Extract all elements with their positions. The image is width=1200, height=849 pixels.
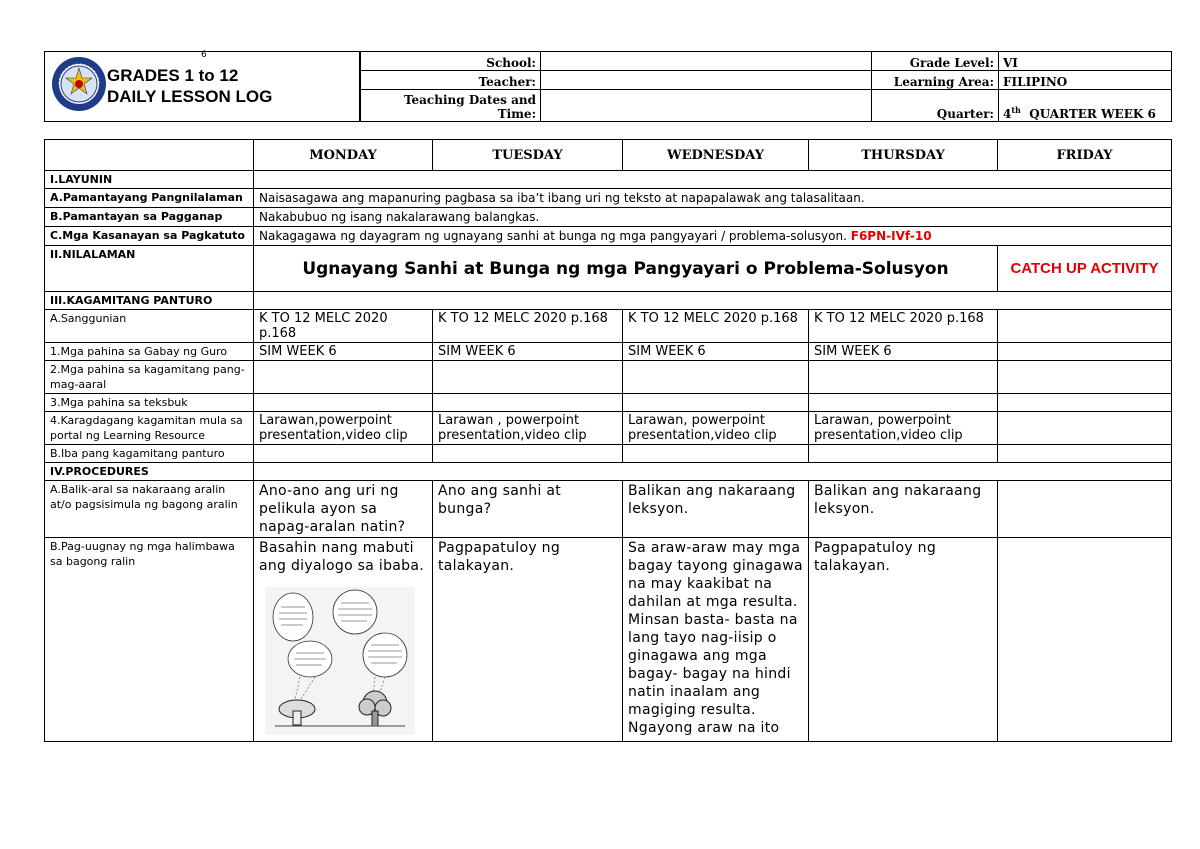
- teacher-value: [541, 71, 872, 90]
- pagganap-text: Nakabubuo ng isang nakalarawang balangkas.: [254, 208, 1172, 227]
- page-title: [107, 65, 272, 107]
- balik-wednesday: Balikan ang nakaraang leksyon.: [623, 481, 809, 538]
- day-tuesday: TUESDAY: [433, 140, 623, 171]
- teaching-dates-label-line1: Teaching Dates and: [403, 93, 536, 107]
- learning-area-value: FILIPINO: [999, 71, 1172, 90]
- gabay-tuesday: SIM WEEK 6: [433, 343, 623, 361]
- teksbuk-wednesday: [623, 394, 809, 412]
- iba-thursday: [809, 445, 998, 463]
- karagdagang-label: 4.Karagdagang kagamitan mula sa portal ng Learning Resource: [45, 412, 254, 445]
- iba-friday: [998, 445, 1172, 463]
- blank-corner: [45, 140, 254, 171]
- balik-thursday: Balikan ang nakaraang leksyon.: [809, 481, 998, 538]
- catch-up-activity: CATCH UP ACTIVITY: [998, 246, 1172, 292]
- layunin-label: I.LAYUNIN: [45, 171, 254, 189]
- pag-monday: Basahin nang mabuti ang diyalogo sa ibaba.: [259, 540, 424, 574]
- quarter-value: [999, 90, 1172, 122]
- kagamitang-wednesday: [623, 361, 809, 394]
- gabay-wednesday: SIM WEEK 6: [623, 343, 809, 361]
- kagamitan-blank: [254, 292, 1172, 310]
- teksbuk-row: [45, 394, 1172, 412]
- pag-monday-cell: [254, 538, 433, 742]
- day-wednesday: WEDNESDAY: [623, 140, 809, 171]
- gabay-row: [45, 343, 1172, 361]
- pag-row: [45, 538, 1172, 742]
- title-line-2: DAILY LESSON LOG: [107, 87, 273, 106]
- header-info-table: [360, 51, 1172, 122]
- karagdagang-thursday: Larawan, powerpoint presentation,video clip: [809, 412, 998, 445]
- teaching-dates-label-line2: Time:: [497, 107, 536, 121]
- teksbuk-tuesday: [433, 394, 623, 412]
- teksbuk-label: 3.Mga pahina sa teksbuk: [45, 394, 254, 412]
- iba-monday: [254, 445, 433, 463]
- pag-label: B.Pag-uugnay ng mga halimbawa sa bagong ralin: [45, 538, 254, 742]
- gabay-monday: SIM WEEK 6: [254, 343, 433, 361]
- day-thursday: THURSDAY: [809, 140, 998, 171]
- kasanayan-cell: [254, 227, 1172, 246]
- quarter-number: 4: [1003, 107, 1012, 121]
- grade-level-label: Grade Level:: [872, 52, 999, 71]
- kasanayan-text: Nakagagawa ng dayagram ng ugnayang sanhi at bunga ng mga pangyayari / problema-solusyon.: [259, 229, 847, 243]
- layunin-row: [45, 171, 1172, 189]
- karagdagang-friday: [998, 412, 1172, 445]
- karagdagang-wednesday: Larawan, powerpoint presentation,video clip: [623, 412, 809, 445]
- kasanayan-row: [45, 227, 1172, 246]
- nilalaman-row: [45, 246, 1172, 292]
- balik-tuesday: Ano ang sanhi at bunga?: [433, 481, 623, 538]
- teksbuk-friday: [998, 394, 1172, 412]
- iba-row: [45, 445, 1172, 463]
- kagamitang-thursday: [809, 361, 998, 394]
- balik-monday: Ano-ano ang uri ng pelikula ayon sa napag-aralan natin?: [254, 481, 433, 538]
- karagdagang-row: [45, 412, 1172, 445]
- sanggunian-monday: K TO 12 MELC 2020 p.168: [254, 310, 433, 343]
- learning-area-label: Learning Area:: [872, 71, 999, 90]
- teksbuk-thursday: [809, 394, 998, 412]
- day-monday: MONDAY: [254, 140, 433, 171]
- balik-row: [45, 481, 1172, 538]
- lesson-log-table: [44, 139, 1172, 742]
- teaching-dates-label: [361, 90, 541, 122]
- gabay-thursday: SIM WEEK 6: [809, 343, 998, 361]
- procedures-row: [45, 463, 1172, 481]
- karagdagang-tuesday: Larawan , powerpoint presentation,video clip: [433, 412, 623, 445]
- day-friday: FRIDAY: [998, 140, 1172, 171]
- superscript-mark: 6: [201, 50, 207, 60]
- school-value: [541, 52, 872, 71]
- iba-wednesday: [623, 445, 809, 463]
- iba-label: B.Iba pang kagamitang panturo: [45, 445, 254, 463]
- kagamitang-row: [45, 361, 1172, 394]
- kagamitang-label: 2.Mga pahina sa kagamitang pang-mag-aaral: [45, 361, 254, 394]
- pag-friday: [998, 538, 1172, 742]
- balik-label: A.Balik-aral sa nakaraang aralin at/o pagsisimula ng bagong aralin: [45, 481, 254, 538]
- kagamitang-friday: [998, 361, 1172, 394]
- quarter-text: QUARTER WEEK 6: [1029, 107, 1156, 121]
- teksbuk-monday: [254, 394, 433, 412]
- iba-tuesday: [433, 445, 623, 463]
- kagamitan-row: [45, 292, 1172, 310]
- teaching-dates-value: [541, 90, 872, 122]
- sanggunian-tuesday: K TO 12 MELC 2020 p.168: [433, 310, 623, 343]
- kagamitang-tuesday: [433, 361, 623, 394]
- sanggunian-wednesday: K TO 12 MELC 2020 p.168: [623, 310, 809, 343]
- karagdagang-monday: Larawan,powerpoint presentation,video clip: [254, 412, 433, 445]
- quarter-label: Quarter:: [872, 90, 999, 122]
- grade-level-value: VI: [999, 52, 1172, 71]
- nilalaman-topic: Ugnayang Sanhi at Bunga ng mga Pangyayari o Problema-Solusyon: [254, 246, 998, 292]
- pamantayang-text: Naisasagawa ang mapanuring pagbasa sa iba’t ibang uri ng teksto at napapalawak ang talasalitaan.: [254, 189, 1172, 208]
- header-logo-box: [44, 51, 360, 122]
- gabay-friday: [998, 343, 1172, 361]
- pagganap-row: [45, 208, 1172, 227]
- pag-wednesday: Sa araw-araw may mga bagay tayong ginagawa na may kaakibat na dahilan at mga resulta. Minsan basta- basta na lang tayo nag-iisip o ginagawa ang mga bagay- bagay na hindi natin inaalam ang magiging resulta. Ngayong araw na ito: [623, 538, 809, 742]
- sanggunian-friday: [998, 310, 1172, 343]
- title-line-1: GRADES 1 to 12: [107, 66, 239, 85]
- pag-tuesday: Pagpapatuloy ng talakayan.: [433, 538, 623, 742]
- kasanayan-label: C.Mga Kasanayan sa Pagkatuto: [45, 227, 254, 246]
- quarter-suffix: th: [1011, 105, 1021, 115]
- kagamitan-label: III.KAGAMITANG PANTURO: [45, 292, 254, 310]
- sanggunian-label: A.Sanggunian: [45, 310, 254, 343]
- day-header-row: [45, 140, 1172, 171]
- teacher-label: Teacher:: [361, 71, 541, 90]
- procedures-blank: [254, 463, 1172, 481]
- layunin-blank: [254, 171, 1172, 189]
- pamantayang-row: [45, 189, 1172, 208]
- nilalaman-label: II.NILALAMAN: [45, 246, 254, 292]
- kasanayan-code: F6PN-IVf-10: [850, 229, 932, 243]
- dialogue-illustration: [265, 587, 415, 735]
- procedures-label: IV.PROCEDURES: [45, 463, 254, 481]
- deped-seal-icon: [51, 56, 107, 112]
- sanggunian-row: [45, 310, 1172, 343]
- pagganap-label: B.Pamantayan sa Pagganap: [45, 208, 254, 227]
- pamantayang-label: A.Pamantayang Pangnilalaman: [45, 189, 254, 208]
- kagamitang-monday: [254, 361, 433, 394]
- school-label: School:: [361, 52, 541, 71]
- balik-friday: [998, 481, 1172, 538]
- sanggunian-thursday: K TO 12 MELC 2020 p.168: [809, 310, 998, 343]
- gabay-label: 1.Mga pahina sa Gabay ng Guro: [45, 343, 254, 361]
- pag-thursday: Pagpapatuloy ng talakayan.: [809, 538, 998, 742]
